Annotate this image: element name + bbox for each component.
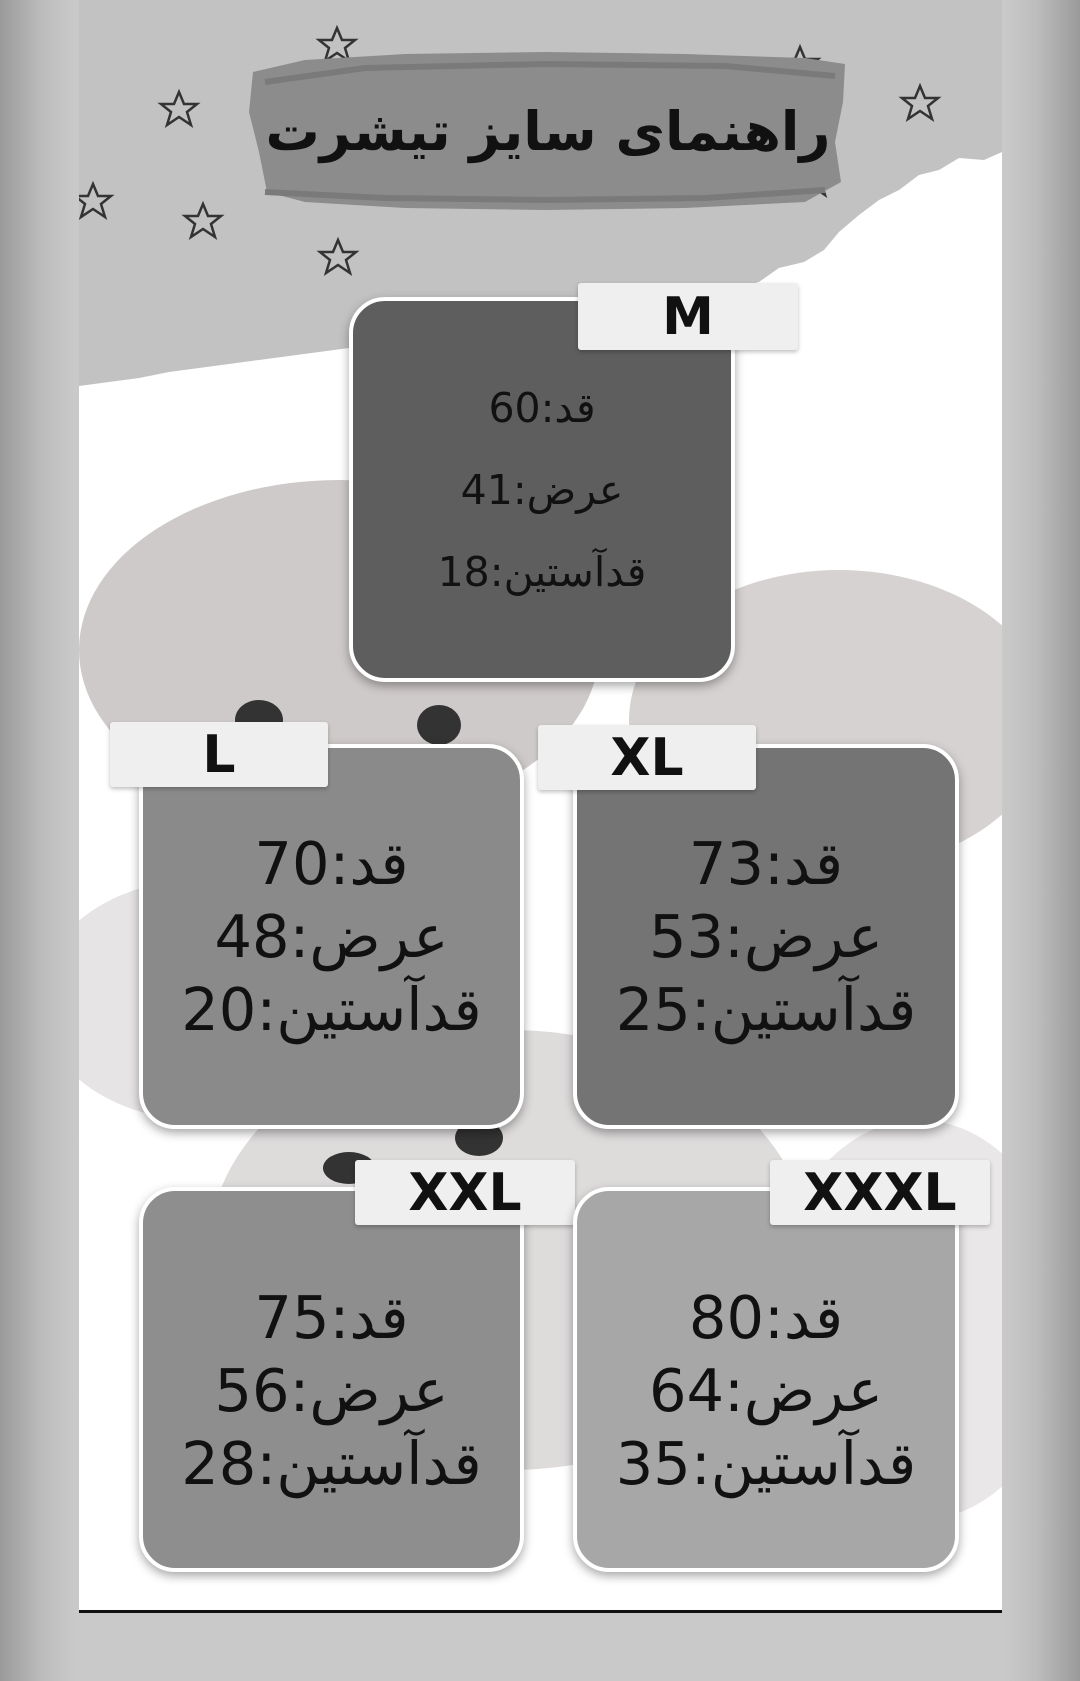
sleeve-length-value: قدآستین:20 [181, 975, 482, 1044]
page-title: راهنمای سایز تیشرت [265, 99, 831, 163]
divider-line [79, 1610, 1002, 1613]
title-banner [245, 42, 851, 220]
size-card-xxxl [573, 1187, 959, 1572]
size-tag-xl: XL [538, 725, 756, 790]
width-value: عرض:56 [214, 1356, 449, 1425]
width-value: عرض:41 [460, 465, 624, 514]
dot-shape [417, 705, 461, 745]
size-tag-m: M [578, 283, 798, 350]
length-value: قد:73 [688, 829, 844, 898]
sleeve-length-value: قدآستین:35 [615, 1429, 917, 1498]
sleeve-length-value: قدآستین:28 [181, 1429, 482, 1498]
length-value: قد:80 [688, 1283, 844, 1352]
size-card-l [139, 744, 524, 1129]
size-card-xl [573, 744, 959, 1129]
length-value: قد:70 [254, 829, 409, 898]
width-value: عرض:48 [214, 902, 449, 971]
sleeve-length-value: قدآستین:25 [615, 975, 917, 1044]
width-value: عرض:53 [648, 902, 884, 971]
width-value: عرض:64 [648, 1356, 884, 1425]
length-value: قد:60 [488, 383, 596, 432]
length-value: قد:75 [254, 1283, 409, 1352]
size-tag-xxl: XXL [355, 1160, 575, 1225]
size-card-xxl [139, 1187, 524, 1572]
sleeve-length-value: قدآستین:18 [437, 547, 647, 596]
size-card-m [349, 297, 735, 682]
size-tag-xxxl: XXXL [770, 1160, 990, 1225]
size-tag-l: L [110, 722, 328, 787]
